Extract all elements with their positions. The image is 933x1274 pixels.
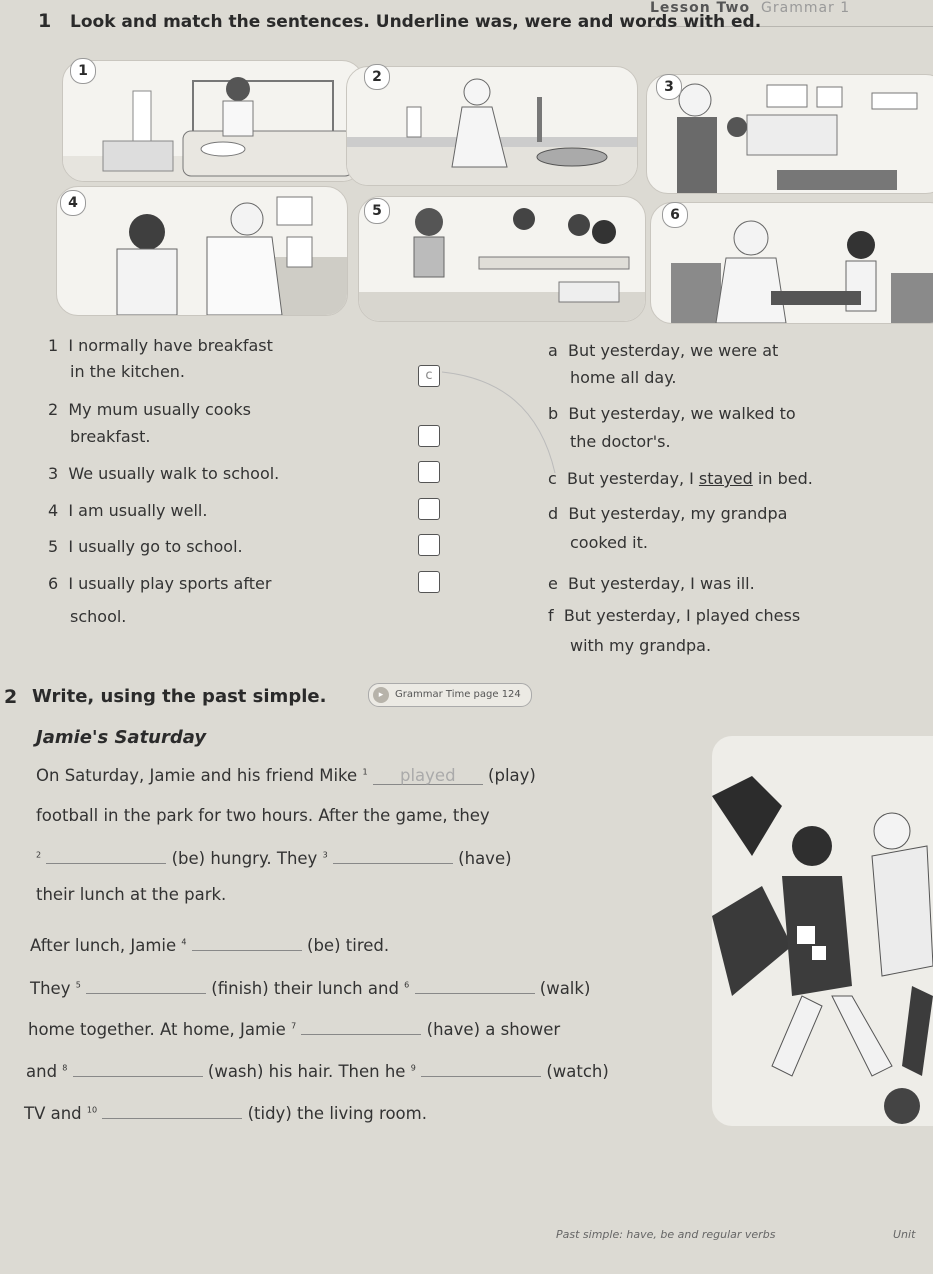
picture-classroom bbox=[358, 196, 646, 322]
answer-box-4[interactable] bbox=[418, 498, 440, 520]
footer-unit: Unit bbox=[893, 1228, 916, 1241]
blank-4[interactable] bbox=[192, 932, 302, 951]
underlined-word: stayed bbox=[698, 469, 753, 488]
doctor-illustration bbox=[57, 187, 347, 315]
story-line-3: $^2$ (be) hungry. They $^3$ (have) bbox=[36, 845, 512, 868]
blank-2[interactable] bbox=[46, 845, 166, 864]
match-line bbox=[440, 368, 560, 478]
left-sentence-2: 2 My mum usually cooks bbox=[48, 400, 251, 419]
grammar-time-badge: ▸ Grammar Time page 124 bbox=[368, 683, 532, 707]
picture-number-2: 2 bbox=[364, 64, 390, 90]
answer-box-1[interactable]: c bbox=[418, 365, 440, 387]
exercise2-number: 2 bbox=[4, 686, 18, 708]
blank-8[interactable] bbox=[73, 1058, 203, 1077]
story-line-6: They $^5$ (finish) their lunch and $^6$ (walk) bbox=[30, 975, 590, 998]
right-sentence-f-line2: with my grandpa. bbox=[570, 636, 712, 655]
blank-3[interactable] bbox=[333, 845, 453, 864]
story-line-9: TV and $^{10}$ (tidy) the living room. bbox=[24, 1100, 427, 1123]
story-line-5: After lunch, Jamie $^4$ (be) tired. bbox=[30, 932, 389, 955]
left-sentence-5: 5 I usually go to school. bbox=[48, 537, 243, 556]
picture-number-4: 4 bbox=[60, 190, 86, 216]
blank-1[interactable]: played bbox=[373, 766, 483, 785]
picture-number-1: 1 bbox=[70, 58, 96, 84]
chess-illustration bbox=[651, 203, 933, 323]
blank-9[interactable] bbox=[421, 1058, 541, 1077]
story-title: Jamie's Saturday bbox=[36, 727, 207, 748]
right-sentence-a: a But yesterday, we were at bbox=[548, 341, 779, 360]
footer-text: Past simple: have, be and regular verbs bbox=[556, 1228, 776, 1241]
answer-box-6[interactable] bbox=[418, 571, 440, 593]
blank-7[interactable] bbox=[301, 1016, 421, 1035]
picture-football-boys bbox=[712, 736, 933, 1126]
picture-number-5: 5 bbox=[364, 198, 390, 224]
classroom-illustration bbox=[359, 197, 645, 321]
left-sentence-6: 6 I usually play sports after bbox=[48, 574, 272, 593]
blank-5[interactable] bbox=[86, 975, 206, 994]
story-line-1: On Saturday, Jamie and his friend Mike $^1$ played (play) bbox=[36, 766, 536, 785]
lesson-header: Lesson Two Grammar 1 bbox=[650, 0, 851, 16]
left-sentence-3: 3 We usually walk to school. bbox=[48, 464, 280, 483]
left-sentence-1: 1 I normally have breakfast bbox=[48, 336, 273, 355]
right-sentence-b: b But yesterday, we walked to bbox=[548, 404, 796, 423]
right-sentence-a-line2: home all day. bbox=[570, 368, 677, 387]
story-line-7: home together. At home, Jamie $^7$ (have) a shower bbox=[28, 1016, 560, 1039]
exercise1-title: Look and match the sentences. Underline was, were and words with ed. bbox=[70, 12, 762, 32]
book-icon: ▸ bbox=[373, 687, 389, 703]
picture-number-3: 3 bbox=[656, 74, 682, 100]
answer-box-2[interactable] bbox=[418, 425, 440, 447]
picture-doctor bbox=[56, 186, 348, 316]
picture-number-6: 6 bbox=[662, 202, 688, 228]
picture-breakfast-in-bed bbox=[62, 60, 364, 182]
blank-6[interactable] bbox=[415, 975, 535, 994]
left-sentence-1-line2: in the kitchen. bbox=[70, 362, 186, 381]
story-line-8: and $^8$ (wash) his hair. Then he $^9$ (watch) bbox=[26, 1058, 609, 1081]
right-sentence-b-line2: the doctor's. bbox=[570, 432, 671, 451]
cooking-illustration bbox=[347, 67, 637, 185]
exercise1-number: 1 bbox=[38, 10, 52, 32]
football-illustration bbox=[712, 736, 933, 1126]
blank-10[interactable] bbox=[102, 1100, 242, 1119]
picture-grandpa-cooking bbox=[646, 74, 933, 194]
answer-box-3[interactable] bbox=[418, 461, 440, 483]
grandpa-kitchen-illustration bbox=[647, 75, 933, 193]
right-sentence-e: e But yesterday, I was ill. bbox=[548, 574, 755, 593]
picture-chess bbox=[650, 202, 933, 324]
story-line-4: their lunch at the park. bbox=[36, 885, 227, 904]
answer-box-5[interactable] bbox=[418, 534, 440, 556]
right-sentence-d-line2: cooked it. bbox=[570, 533, 648, 552]
right-sentence-f: f But yesterday, I played chess bbox=[548, 606, 801, 625]
picture-cooking bbox=[346, 66, 638, 186]
left-sentence-4: 4 I am usually well. bbox=[48, 501, 208, 520]
story-line-2: football in the park for two hours. After the game, they bbox=[36, 806, 490, 825]
left-sentence-6-line2: school. bbox=[70, 607, 127, 626]
breakfast-in-bed-illustration bbox=[63, 61, 363, 181]
right-sentence-d: d But yesterday, my grandpa bbox=[548, 504, 788, 523]
left-sentence-2-line2: breakfast. bbox=[70, 427, 151, 446]
exercise2-title: Write, using the past simple. bbox=[32, 686, 327, 707]
right-sentence-c: c But yesterday, I stayed in bed. bbox=[548, 469, 813, 488]
